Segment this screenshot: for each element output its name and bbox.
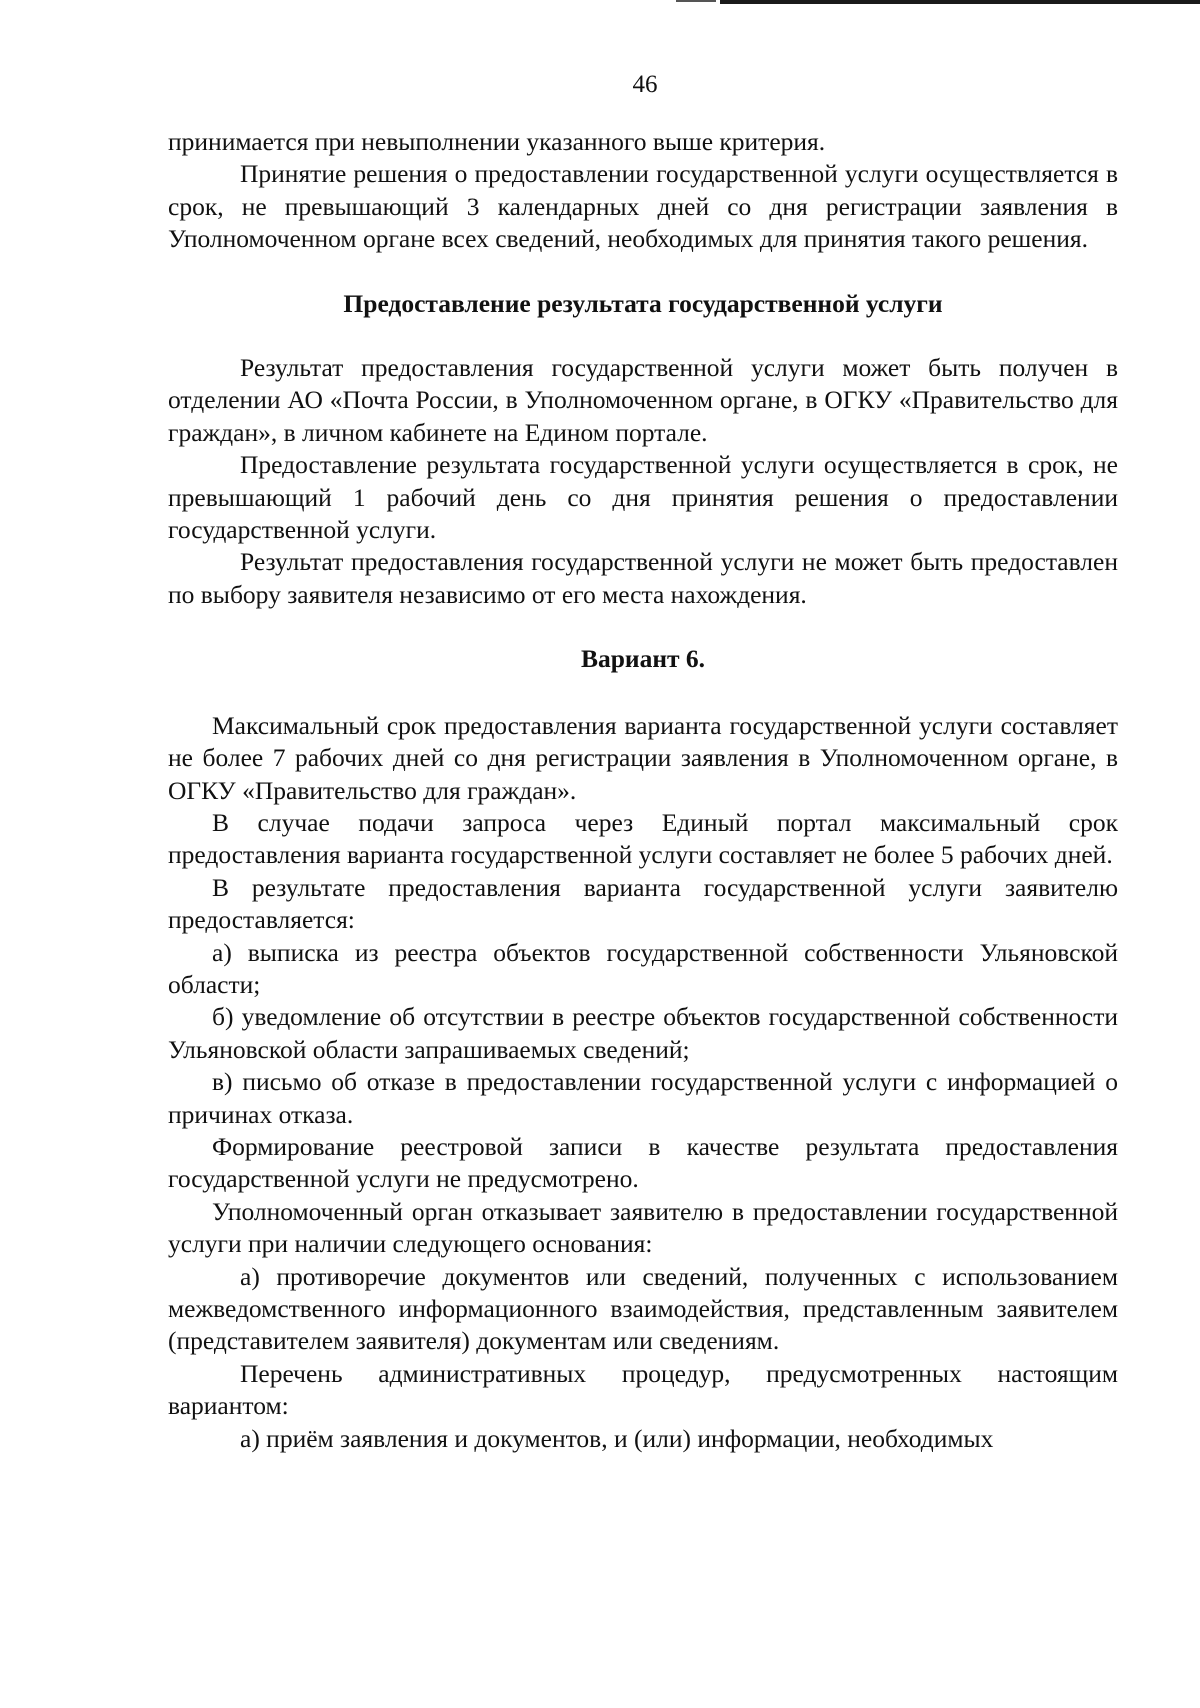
paragraph-portal-term: В случае подачи запроса через Единый портал максимальный срок предоставления варианта государственной услуги составляет не более 5 рабочих дней. [168, 807, 1118, 870]
paragraph-refusal-grounds: Уполномоченный орган отказывает заявителю в предоставлении государственной услуги при наличии следующего основания: [168, 1196, 1118, 1259]
section-heading-variant: Вариант 6. [580, 644, 706, 674]
scan-edge-mark [676, 0, 716, 2]
list-item-a-contradiction: а) противоречие документов или сведений, полученных с использованием межведомственного информационного взаимодействия, представленным заявителем (представителем заявителя) документам или сведениям. [168, 1261, 1118, 1356]
page-number: 46 [632, 71, 658, 98]
list-item-v-refusal: в) письмо об отказе в предоставлении государственной услуги с информацией о причинах отказа. [168, 1067, 1118, 1129]
paragraph-result-location: Результат предоставления государственной услуги не может быть предоставлен по выбору заявителя независимо от его места нахождения. [168, 547, 1118, 609]
list-item-a-extract: а) выписка из реестра объектов государственной собственности Ульяновской области; [168, 937, 1118, 999]
paragraph-procedures-list: Перечень административных процедур, предусмотренных настоящим вариантом: [168, 1358, 1118, 1421]
section-heading-result: Предоставление результата государственной услуги [343, 288, 943, 318]
paragraph-registry-record: Формирование реестровой записи в качестве результата предоставления государственной услуги не предусмотрено. [168, 1131, 1118, 1194]
paragraph-result-channels: Результат предоставления государственной услуги может быть получен в отделении АО «Почта России, в Уполномоченном органе, в ОГКУ «Правительство для граждан», в личном кабинете на Едином портале. [168, 353, 1118, 447]
paragraph-result-intro: В результате предоставления варианта государственной услуги заявителю предоставляется: [168, 872, 1118, 935]
list-item-a-reception: а) приём заявления и документов, и (или) информации, необходимых [240, 1423, 994, 1453]
paragraph-max-term: Максимальный срок предоставления варианта государственной услуги составляет не более 7 рабочих дней со дня регистрации заявления в Уполномоченном органе, в ОГКУ «Правительство для граждан». [168, 710, 1118, 805]
paragraph-continuation: принимается при невыполнении указанного выше критерия. [168, 127, 826, 156]
paragraph-decision-term: Принятие решения о предоставлении государственной услуги осуществляется в срок, не превышающий 3 календарных дней со дня регистрации заявления в Уполномоченном органе всех сведений, необходимых для принятия такого решения. [168, 159, 1118, 254]
list-item-b-notice: б) уведомление об отсутствии в реестре объектов государственной собственности Ульяновской области запрашиваемых сведений; [168, 1002, 1118, 1064]
paragraph-result-term: Предоставление результата государственной услуги осуществляется в срок, не превышающий 1 рабочий день со дня принятия решения о предоставлении государственной услуги. [168, 450, 1118, 545]
scan-edge-line [720, 0, 1200, 4]
document-body [168, 126, 1118, 1455]
